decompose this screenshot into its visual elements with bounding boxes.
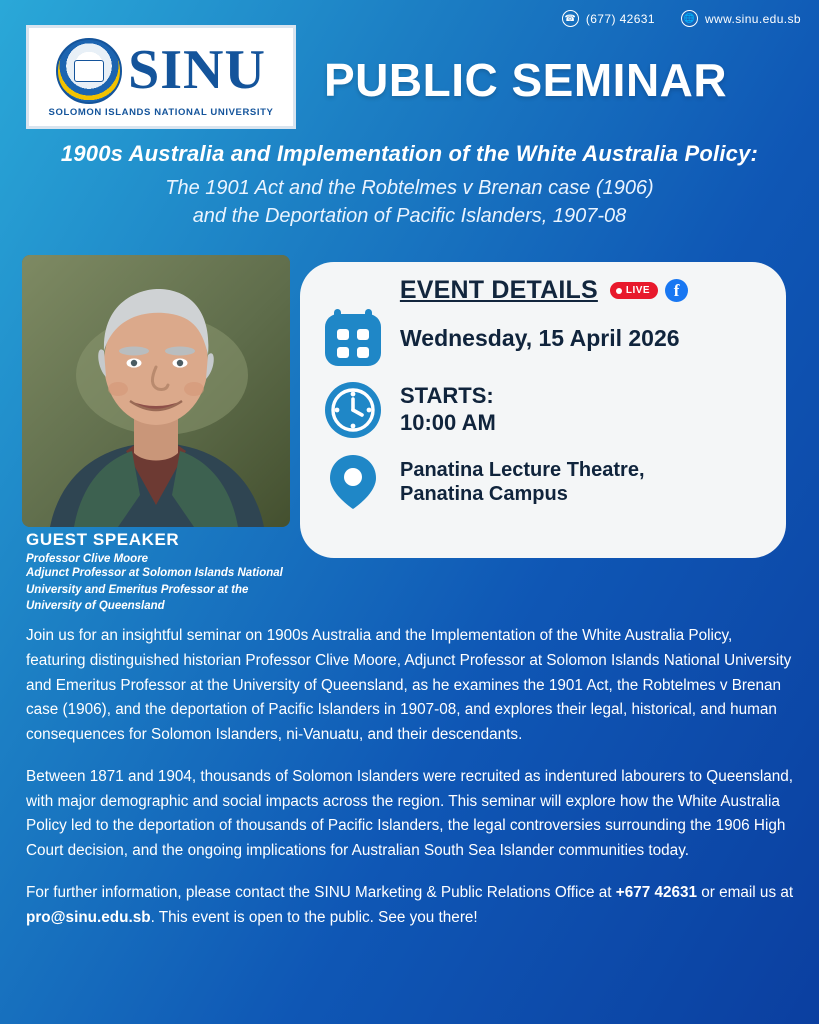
event-venue-row xyxy=(322,451,766,513)
university-crest-icon xyxy=(56,38,122,104)
contact-phone: +677 42631 xyxy=(615,883,698,901)
stream-badges xyxy=(610,279,688,302)
sinu-logo xyxy=(26,25,296,129)
page-title: PUBLIC SEMINAR xyxy=(324,54,728,106)
seminar-main-title: 1900s Australia and Implementation of the White Australia Policy: xyxy=(60,141,759,166)
guest-speaker-label: GUEST SPEAKER xyxy=(26,530,180,549)
logo-subtitle: SOLOMON ISLANDS NATIONAL UNIVERSITY xyxy=(48,107,274,118)
poster-body xyxy=(26,624,795,930)
contact-mid: or email us at xyxy=(701,883,794,901)
event-starts-label: STARTS: xyxy=(400,383,494,409)
event-details-card xyxy=(300,262,786,558)
live-label: LIVE xyxy=(625,285,651,296)
clock-icon xyxy=(322,379,384,441)
logo-wordmark: SINU xyxy=(128,39,266,102)
venue-line-1: Panatina Lecture Theatre, xyxy=(400,458,645,481)
seminar-subtitle-1: The 1901 Act and the Robtelmes v Brenan case (1906) xyxy=(165,176,654,199)
speaker-name: Professor Clive Moore xyxy=(26,553,149,565)
globe-icon: 🌐 xyxy=(681,10,698,27)
event-details-heading: EVENT DETAILS xyxy=(399,276,598,304)
venue-line-2: Panatina Campus xyxy=(400,483,568,505)
event-details-header xyxy=(322,276,766,305)
live-dot-icon xyxy=(616,288,622,294)
seminar-subtitle-2: and the Deportation of Pacific Islanders, 1907-08 xyxy=(192,204,627,227)
speaker-affiliation-line-1: Adjunct Professor at Solomon Islands National xyxy=(26,567,283,579)
live-badge xyxy=(610,282,658,299)
contact-email[interactable]: pro@sinu.edu.sb xyxy=(26,908,151,926)
contact-outro: . This event is open to the public. See you there! xyxy=(150,908,478,926)
location-pin-icon xyxy=(322,451,384,513)
speaker-portrait-illustration xyxy=(22,255,290,527)
event-time-row xyxy=(322,379,766,441)
poster-header xyxy=(26,22,799,132)
event-date-row xyxy=(322,307,766,369)
speaker-photo xyxy=(22,255,290,527)
speaker-info xyxy=(26,530,326,615)
event-time xyxy=(400,383,496,437)
logo-row xyxy=(56,38,266,104)
calendar-icon xyxy=(322,307,384,369)
facebook-icon[interactable]: f xyxy=(665,279,688,302)
event-start-time: 10:00 AM xyxy=(400,410,496,435)
event-date: Wednesday, 15 April 2026 xyxy=(400,324,680,351)
event-venue xyxy=(400,458,645,507)
contact-paragraph xyxy=(26,881,795,931)
speaker-affiliation-line-3: University of Queensland xyxy=(26,600,165,613)
website-url: www.sinu.edu.sb xyxy=(704,11,801,26)
body-paragraph-2: Between 1871 and 1904, thousands of Solomon Islanders were recruited as indentured labourers to Queensland, with major demographic and social impacts across the region. This seminar will explore how the White Australia Policy led to the deportation of thousands of Pacific Islanders, the legal controversies surrounding the 1906 High Court decision, and the ongoing implications for Australian South Sea Islander communities today. xyxy=(26,767,794,860)
seminar-title-block xyxy=(0,140,819,229)
phone-icon: ☎ xyxy=(562,10,579,27)
speaker-affiliation-line-2: University and Emeritus Professor at the xyxy=(26,583,249,596)
contact-intro: For further information, please contact the SINU Marketing & Public Relations Office at xyxy=(26,883,616,901)
body-paragraph-1: Join us for an insightful seminar on 1900s Australia and the Implementation of the White Australia Policy, featuring distinguished historian Professor Clive Moore, Adjunct Professor at Solomon Islands National University and Emeritus Professor at the University of Queensland, as he examines the 1901 Act, the Robtelmes v Brenan case (1906), and the deportation of Pacific Islanders in 1907-08, and explores their legal, historical, and human consequences for Solomon Islanders, ni-Vanuatu, and their descendants. xyxy=(26,627,792,744)
phone-number: (677) 42631 xyxy=(585,11,655,26)
